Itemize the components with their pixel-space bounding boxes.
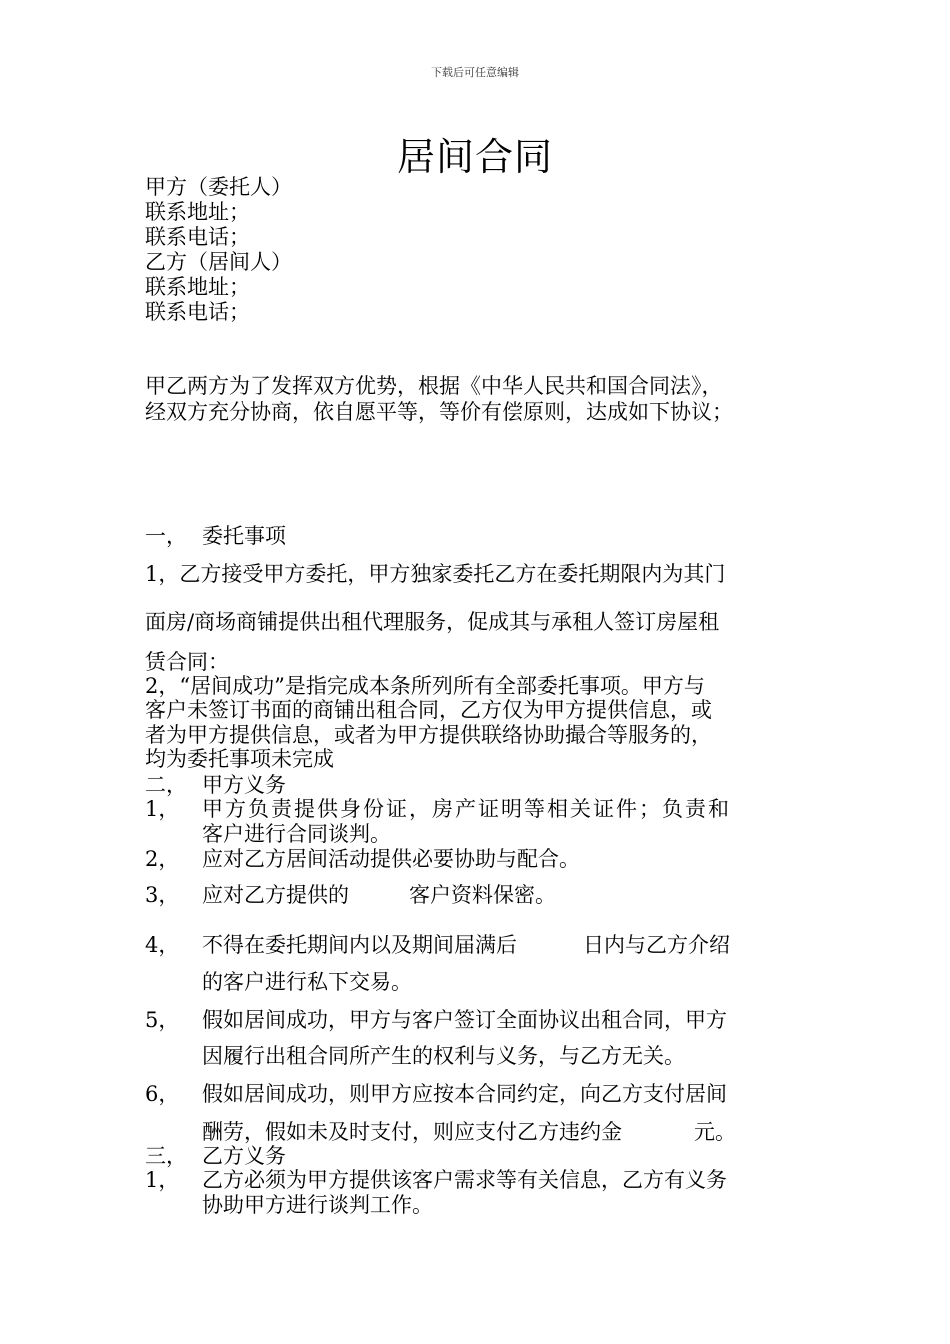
section-2-heading: 甲方义务 (202, 773, 286, 797)
clause-2-1-line: 客户进行合同谈判。 (202, 822, 391, 846)
preamble-line: 甲乙两方为了发挥双方优势，根据《中华人民共和国合同法》， (145, 374, 723, 398)
clause-1-2-line: 均为委托事项未完成 (145, 747, 334, 771)
section-3-number: 三， (145, 1144, 187, 1168)
clause-text: 元。 (694, 1120, 736, 1144)
clause-text: 日内与乙方介绍 (583, 933, 730, 957)
party-b-label: 乙方（居间人） (145, 250, 292, 274)
section-2-number: 二， (145, 773, 187, 797)
clause-text: 应对乙方提供的 (202, 883, 349, 907)
clause-1-1-line: 赁合同： (145, 650, 229, 674)
document-title: 居间合同 (396, 135, 553, 179)
header-note: 下载后可任意编辑 (431, 66, 519, 79)
party-a-address: 联系地址； (145, 200, 250, 224)
clause-2-3-number: 3， (145, 883, 180, 907)
clause-3-1-line: 协助甲方进行谈判工作。 (202, 1193, 433, 1217)
clause-2-4-number: 4， (145, 933, 180, 957)
clause-text: 不得在委托期间内以及期间届满后 (202, 933, 517, 957)
clause-2-2-line: 应对乙方居间活动提供必要协助与配合。 (202, 847, 580, 871)
clause-text: 酬劳，假如未及时支付，则应支付乙方违约金 (202, 1120, 622, 1144)
clause-1-1-line: 1，乙方接受甲方委托，甲方独家委托乙方在委托期限内为其门 (145, 562, 726, 586)
clause-1-2-line: 客户未签订书面的商铺出租合同，乙方仅为甲方提供信息，或 (145, 698, 712, 722)
clause-2-3-line (202, 883, 556, 908)
clause-3-1-number: 1， (145, 1168, 180, 1192)
clause-2-4-line: 的客户进行私下交易。 (202, 970, 412, 994)
clause-2-1-number: 1， (145, 797, 180, 821)
preamble-line: 经双方充分协商，依自愿平等，等价有偿原则，达成如下协议； (145, 400, 733, 424)
section-3-heading: 乙方义务 (202, 1144, 286, 1168)
clause-2-5-line: 假如居间成功，甲方与客户签订全面协议出租合同，甲方 (202, 1008, 727, 1032)
clause-2-5-number: 5， (145, 1008, 180, 1032)
party-a-label: 甲方（委托人） (145, 175, 292, 199)
section-1-heading: 委托事项 (202, 524, 286, 548)
clause-1-1-line: 面房/商场商铺提供出租代理服务，促成其与承租人签订房屋租 (145, 610, 720, 634)
clause-2-6-number: 6， (145, 1082, 180, 1106)
clause-2-1-line: 甲方负责提供身份证，房产证明等相关证件；负责和 (202, 797, 731, 821)
clause-2-6-line: 假如居间成功，则甲方应按本合同约定，向乙方支付居间 (202, 1082, 727, 1106)
clause-text: 客户资料保密。 (409, 883, 556, 907)
party-b-phone: 联系电话； (145, 300, 250, 324)
party-b-address: 联系地址； (145, 275, 250, 299)
section-1-number: 一， (145, 524, 187, 548)
clause-2-5-line: 因履行出租合同所产生的权利与义务，与乙方无关。 (202, 1044, 685, 1068)
clause-1-2-line: 者为甲方提供信息，或者为甲方提供联络协助撮合等服务的， (145, 723, 712, 747)
clause-3-1-line: 乙方必须为甲方提供该客户需求等有关信息，乙方有义务 (202, 1168, 727, 1192)
clause-2-2-number: 2， (145, 847, 180, 871)
clause-2-4-line (202, 933, 730, 958)
clause-2-6-line (202, 1120, 736, 1145)
clause-1-2-line: 2，“居间成功”是指完成本条所列所有全部委托事项。甲方与 (145, 674, 705, 698)
party-a-phone: 联系电话； (145, 225, 250, 249)
